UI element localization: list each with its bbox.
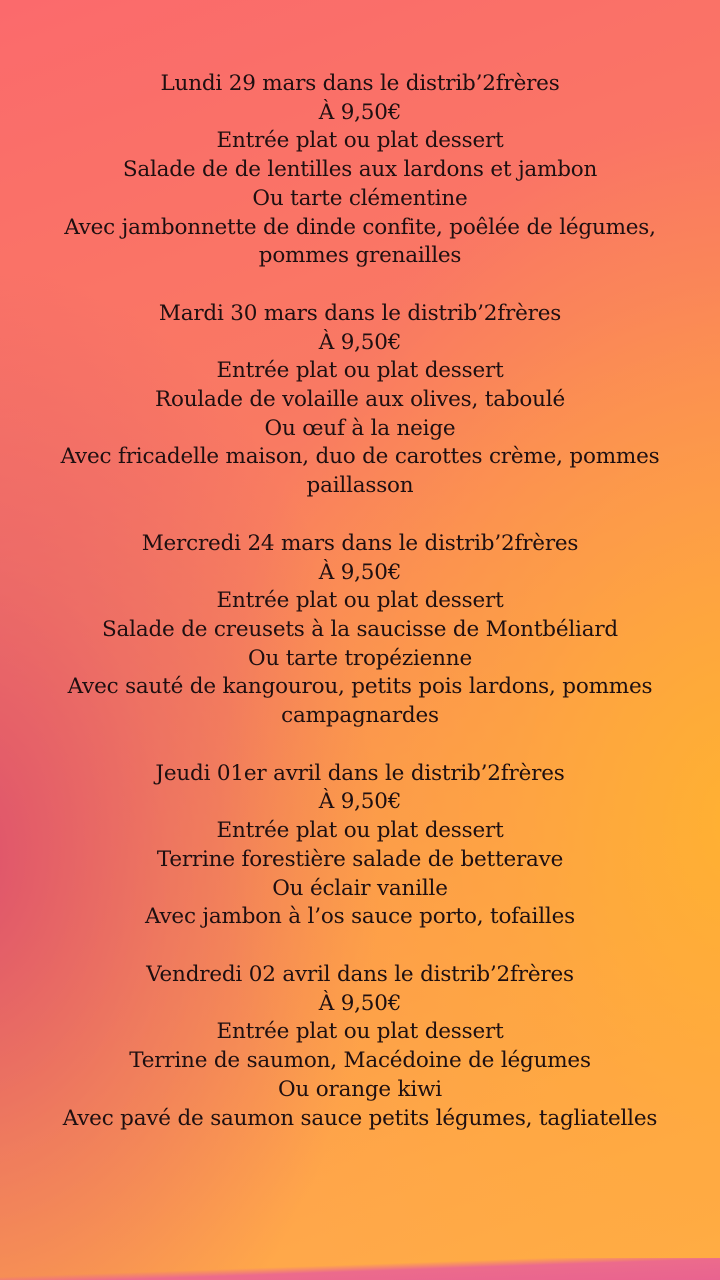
- menu-day-wednesday: [0, 530, 720, 731]
- dessert: Ou éclair vanille: [272, 875, 448, 901]
- starter: Salade de creusets à la saucisse de Montbéliard: [102, 616, 618, 642]
- menu-day-thursday: [0, 760, 720, 932]
- formula: Entrée plat ou plat dessert: [216, 588, 504, 614]
- price: À 9,50€: [318, 990, 402, 1016]
- day-heading: Mardi 30 mars dans le distrib’2frères: [158, 300, 562, 326]
- starter: Salade de de lentilles aux lardons et jambon: [122, 157, 598, 183]
- day-heading: Lundi 29 mars dans le distrib’2frères: [160, 71, 560, 96]
- menu-day-friday: [0, 961, 720, 1133]
- price: À 9,50€: [318, 559, 402, 585]
- main-course: Avec pavé de saumon sauce petits légumes, tagliatelles: [62, 1105, 658, 1131]
- formula: Entrée plat ou plat dessert: [216, 358, 504, 384]
- main-course: Avec jambon à l’os sauce porto, tofailles: [145, 904, 575, 930]
- formula: Entrée plat ou plat dessert: [216, 128, 504, 154]
- day-heading: Mercredi 24 mars dans le distrib’2frères: [141, 530, 579, 556]
- day-heading: Vendredi 02 avril dans le distrib’2frères: [146, 961, 574, 987]
- starter: Terrine de saumon, Macédoine de légumes: [129, 1048, 591, 1074]
- bottom-edge-strip: [0, 1258, 720, 1280]
- dessert: Ou orange kiwi: [278, 1076, 442, 1102]
- starter: Roulade de volaille aux olives, taboulé: [155, 387, 565, 413]
- main-course: Avec jambonnette de dinde confite, poêlée de légumes, pommes grenailles: [64, 214, 656, 269]
- dessert: Ou œuf à la neige: [264, 415, 456, 441]
- starter: Terrine forestière salade de betterave: [156, 846, 564, 872]
- dessert: Ou tarte tropézienne: [248, 645, 472, 671]
- price: À 9,50€: [318, 329, 402, 355]
- formula: Entrée plat ou plat dessert: [216, 1019, 504, 1045]
- menu-day-monday: [0, 70, 720, 271]
- day-heading: Jeudi 01er avril dans le distrib’2frères: [155, 760, 565, 786]
- formula: Entrée plat ou plat dessert: [216, 818, 504, 844]
- price: À 9,50€: [318, 789, 402, 815]
- dessert: Ou tarte clémentine: [252, 185, 468, 211]
- menu-day-tuesday: [0, 300, 720, 501]
- main-course: Avec sauté de kangourou, petits pois lardons, pommes campagnardes: [67, 674, 653, 729]
- main-course: Avec fricadelle maison, duo de carottes crème, pommes paillasson: [60, 444, 660, 499]
- price: À 9,50€: [318, 99, 402, 125]
- weekly-menu: [0, 70, 720, 1162]
